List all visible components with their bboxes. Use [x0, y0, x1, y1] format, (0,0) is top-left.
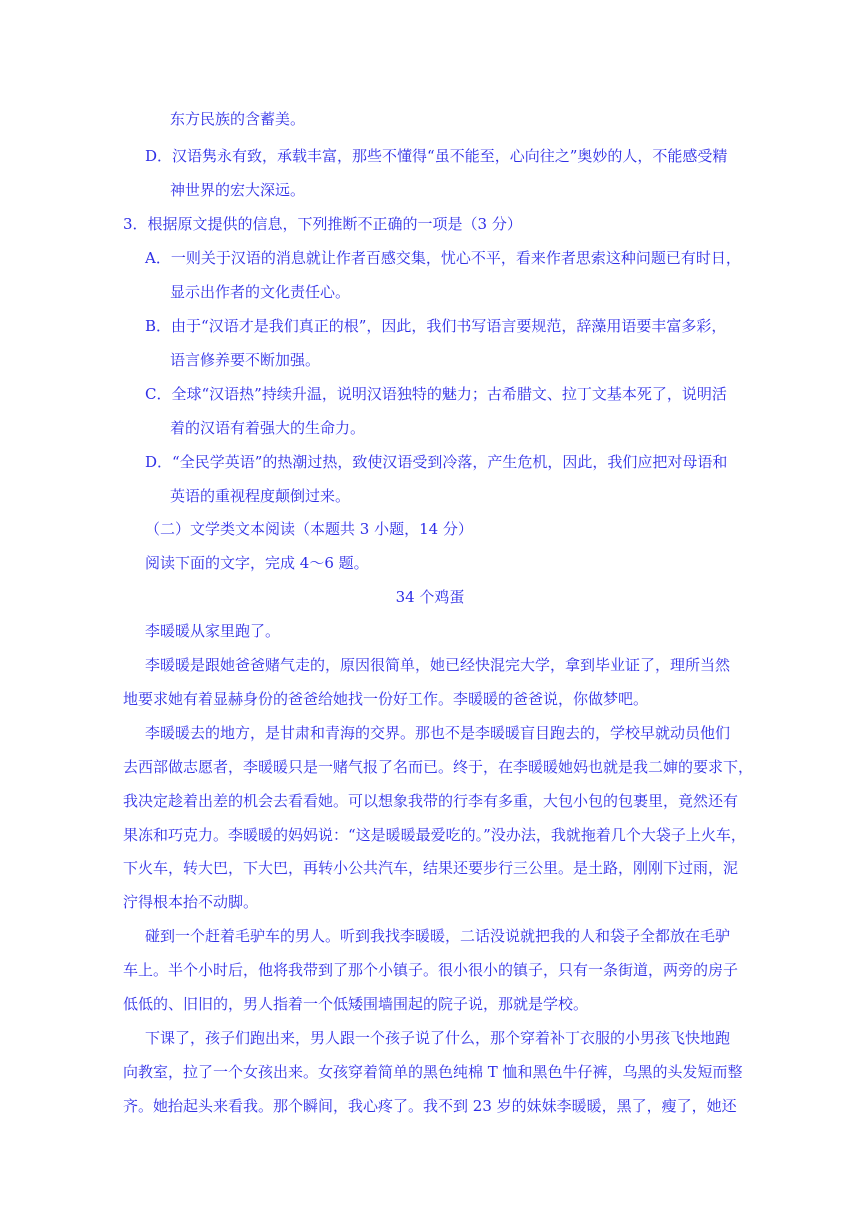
q3-option-b-continued: 语言修养要不断加强。 [170, 351, 321, 369]
passage-paragraph: 李暖暖是跟她爸爸赌气走的，原因很简单，她已经快混完大学，拿到毕业证了，理所当然 [145, 656, 731, 674]
q3-option-c: C．全球“汉语热”持续升温，说明汉语独特的魅力；古希腊文、拉丁文基本死了，说明活 [145, 385, 727, 403]
passage-line: 果冻和巧克力。李暖暖的妈妈说：“这是暖暖最爱吃的。”没办法，我就拖着几个大袋子上火车， [123, 826, 746, 844]
passage-line: 泞得根本抬不动脚。 [123, 893, 259, 911]
passage-paragraph: 碰到一个赶着毛驴车的男人。听到我找李暖暖，二话没说就把我的人和袋子全都放在毛驴 [145, 927, 731, 945]
passage-line: 下火车，转大巴，下大巴，再转小公共汽车，结果还要步行三公里。是土路，刚刚下过雨，泥 [123, 859, 739, 877]
q3-option-d: D．“全民学英语”的热潮过热，致使汉语受到冷落，产生危机，因此，我们应把对母语和 [145, 453, 728, 471]
passage-line: 低低的、旧旧的，男人指着一个低矮围墙围起的院子说，那就是学校。 [123, 995, 589, 1013]
option-c-continued-line: 东方民族的含蓄美。 [170, 110, 306, 128]
passage-line: 我决定趁着出差的机会去看看她。可以想象我带的行李有多重，大包小包的包裹里，竟然还有 [123, 792, 739, 810]
reading-instruction: 阅读下面的文字，完成 4～6 题。 [145, 554, 369, 572]
q3-option-d-continued: 英语的重视程度颠倒过来。 [170, 487, 351, 505]
passage-paragraph: 李暖暖从家里跑了。 [145, 622, 281, 640]
q2-option-d-continued: 神世界的宏大深远。 [170, 181, 306, 199]
q2-option-d: D．汉语隽永有致，承载丰富，那些不懂得“虽不能至，心向往之”奥妙的人，不能感受精 [145, 147, 728, 165]
q3-option-c-continued: 着的汉语有着强大的生命力。 [170, 419, 366, 437]
passage-paragraph: 李暖暖去的地方，是甘肃和青海的交界。那也不是李暖暖盲目跑去的，学校早就动员他们 [145, 724, 731, 742]
section-heading: （二）文学类文本阅读（本题共 3 小题，14 分） [145, 520, 473, 538]
passage-title: 34 个鸡蛋 [395, 588, 465, 606]
passage-line: 去西部做志愿者，李暖暖只是一赌气报了名而已。终于，在李暖暖她妈也就是我二婶的要求下， [123, 758, 754, 776]
q3-option-a: A．一则关于汉语的消息就让作者百感交集，忧心不平，看来作者思索这种问题已有时日， [145, 249, 741, 267]
q3-option-b: B．由于“汉语才是我们真正的根”，因此，我们书写语言要规范，辞藻用语要丰富多彩， [145, 317, 727, 335]
passage-line: 向教室，拉了一个女孩出来。女孩穿着简单的黑色纯棉 T 恤和黑色牛仔裤，乌黑的头发短而整 [123, 1063, 743, 1081]
passage-line: 地要求她有着显赫身份的爸爸给她找一份好工作。李暖暖的爸爸说，你做梦吧。 [123, 690, 649, 708]
passage-line: 车上。半个小时后，他将我带到了那个小镇子。很小很小的镇子，只有一条街道，两旁的房子 [123, 961, 739, 979]
passage-paragraph: 下课了，孩子们跑出来，男人跟一个孩子说了什么，那个穿着补丁衣服的小男孩飞快地跑 [145, 1029, 731, 1047]
q3-option-a-continued: 显示出作者的文化责任心。 [170, 283, 351, 301]
passage-line: 齐。她抬起头来看我。那个瞬间，我心疼了。我不到 23 岁的妹妹李暖暖，黑了，瘦了，她还 [123, 1097, 737, 1115]
question-3-stem: 3．根据原文提供的信息，下列推断不正确的一项是（3 分） [123, 215, 522, 233]
